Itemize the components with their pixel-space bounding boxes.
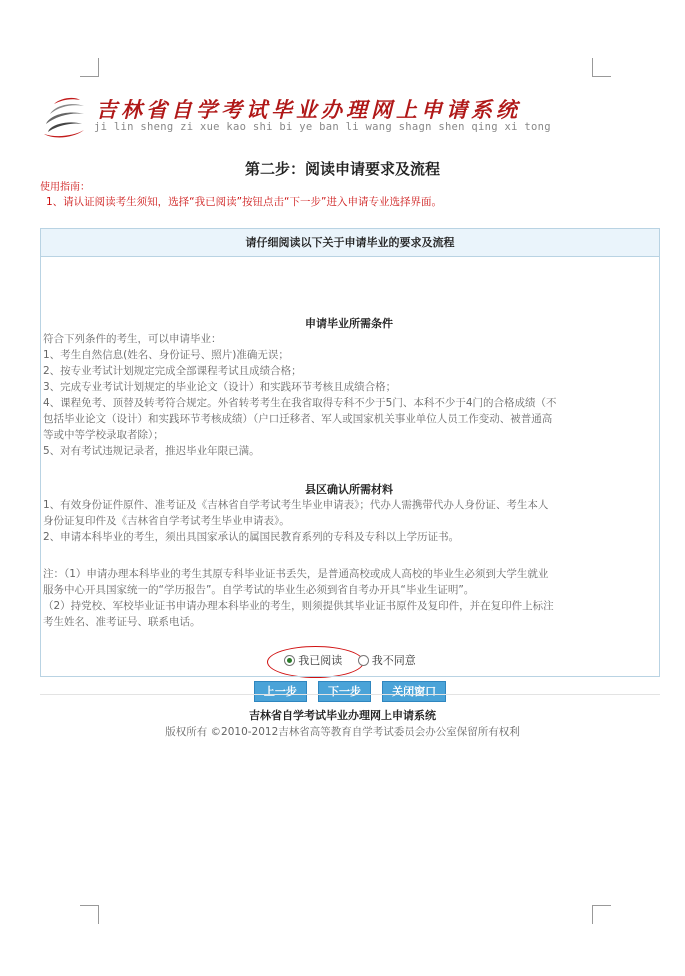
materials-line: 身份证复印件及《吉林省自学考试考生毕业申请表》。 <box>43 515 290 527</box>
radio-disagree-label: 我不同意 <box>371 654 416 667</box>
materials-title: 县区确认所需材料 <box>305 483 393 496</box>
conditions-title: 申请毕业所需条件 <box>305 317 393 330</box>
crop-mark-bottom-left <box>80 905 99 924</box>
highlight-ellipse <box>267 646 364 678</box>
crop-mark-top-left <box>80 58 99 77</box>
radio-disagree[interactable] <box>358 652 416 668</box>
conditions-line: 1、考生自然信息(姓名、身份证号、照片)准确无误； <box>43 349 289 361</box>
site-logo <box>40 94 620 144</box>
logo-title: 吉林省自学考试毕业办理网上申请系统 <box>96 97 521 122</box>
conditions-line: 4、课程免考、顶替及转考符合规定。外省转考考生在我省取得专科不少于5门、本科不少于4门的合格成绩（不 <box>43 397 557 409</box>
radio-disagree-dot[interactable] <box>358 655 369 666</box>
footer-copyright: 版权所有 ©2010-2012吉林省高等教育自学考试委员会办公室保留所有权利 <box>165 726 520 738</box>
radio-read-dot[interactable] <box>284 655 295 666</box>
conditions-section <box>43 315 655 459</box>
guide-text: 1、请认证阅读考生须知，选择“我已阅读”按钮点击“下一步”进入申请专业选择界面。 <box>46 196 442 208</box>
close-window-button[interactable]: 关闭窗口 <box>382 681 446 702</box>
conditions-line: 3、完成专业考试计划规定的毕业论文（设计）和实践环节考核且成绩合格； <box>43 381 397 393</box>
materials-line: 2、申请本科毕业的考生，须出具国家承认的属国民教育系列的专科及专科以上学历证书。 <box>43 531 460 543</box>
conditions-line: 包括毕业论文（设计）和实践环节考核成绩）（户口迁移者、军人或国家机关事业单位人员工作变动、被普通高 <box>43 413 553 425</box>
radio-read-label: 我已阅读 <box>298 654 343 667</box>
conditions-line: 符合下列条件的考生，可以申请毕业： <box>43 333 222 345</box>
notes-line: （2）持党校、军校毕业证书申请办理本科毕业的考生，则须提供其毕业证书原件及复印件，并在复印件上标注 <box>43 600 554 612</box>
notes-section <box>43 566 655 630</box>
conditions-line: 2、按专业考试计划规定完成全部课程考试且成绩合格； <box>43 365 302 377</box>
prev-step-button[interactable]: 上一步 <box>254 681 307 702</box>
requirements-panel <box>40 228 660 698</box>
agreement-radio-group <box>41 652 659 669</box>
button-bar <box>41 676 659 706</box>
materials-line: 1、有效身份证件原件、准考证及《吉林省自学考试考生毕业申请表》；代办人需携带代办人身份证、考生本人 <box>43 499 549 511</box>
footer-divider <box>40 694 660 695</box>
materials-section <box>43 481 655 545</box>
guide-label: 使用指南： <box>40 182 90 193</box>
logo-swirl-icon <box>40 94 90 142</box>
notes-line: 服务中心开具国家统一的“学历报告”。自学考试的毕业生必须到省自考办开具“毕业生证明”。 <box>43 584 475 596</box>
next-step-button[interactable]: 下一步 <box>318 681 371 702</box>
conditions-line: 5、对有考试违规记录者，推迟毕业年限已满。 <box>43 445 260 457</box>
crop-mark-top-right <box>592 58 611 77</box>
crop-mark-bottom-right <box>592 905 611 924</box>
page-title: 第二步：阅读申请要求及流程 <box>244 160 440 178</box>
conditions-line: 等或中等学校录取者除）； <box>43 429 164 441</box>
footer-title: 吉林省自学考试毕业办理网上申请系统 <box>249 709 436 722</box>
notes-line: 注：（1）申请办理本科毕业的考生其原专科毕业证书丢失，是普通高校或成人高校的毕业生必须到大学生就业 <box>43 568 549 580</box>
logo-pinyin: ji lin sheng zi xue kao shi bi ye ban li wang shagn shen qing xi tong <box>94 121 551 133</box>
panel-heading: 请仔细阅读以下关于申请毕业的要求及流程 <box>41 229 659 257</box>
notes-line: 考生姓名、准考证号、联系电话。 <box>43 616 201 628</box>
